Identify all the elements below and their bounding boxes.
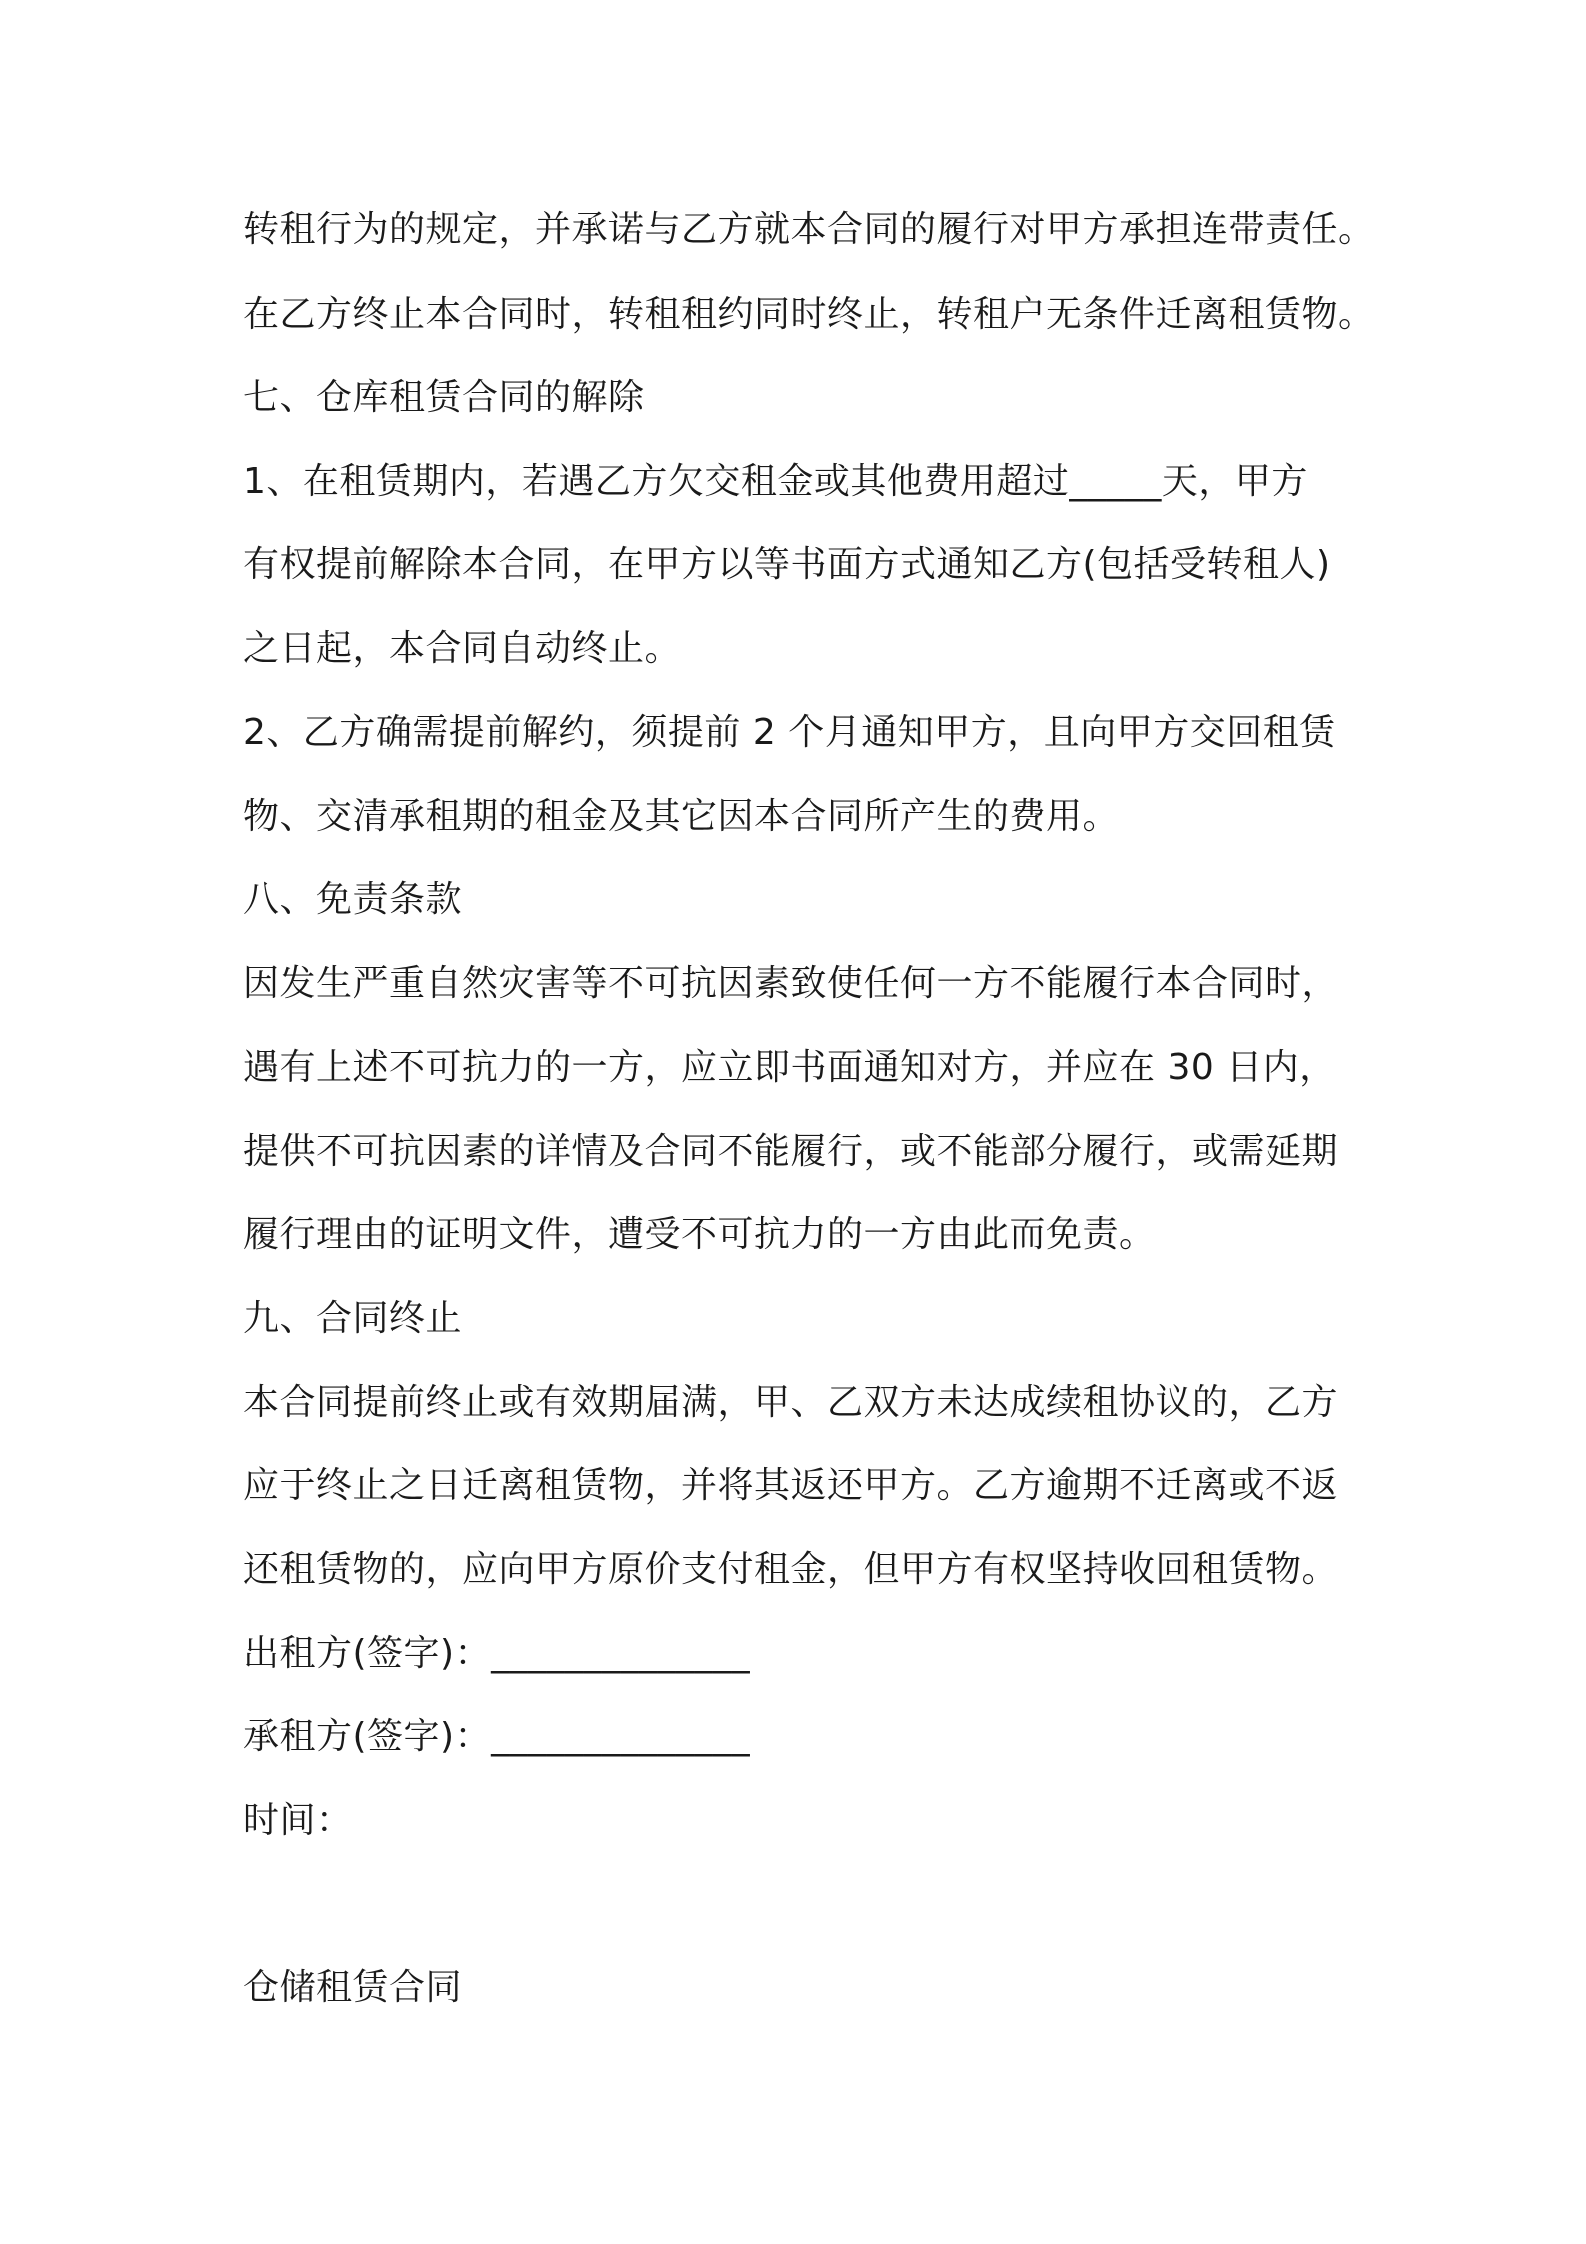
paragraph-line: 有权提前解除本合同，在甲方以等书面方式通知乙方(包括受转租人) [243,544,1331,585]
paragraph-line: 还租赁物的，应向甲方原价支付租金，但甲方有权坚持收回租赁物。 [243,1549,1339,1590]
lessor-signature-line: 出租方(签字)：______________ [243,1633,751,1674]
paragraph-line: 提供不可抗因素的详情及合同不能履行，或不能部分履行，或需延期 [243,1131,1339,1172]
section-heading: 八、免责条款 [243,879,463,920]
lessee-signature-line: 承租方(签字)：______________ [243,1716,751,1757]
paragraph-line: 应于终止之日迁离租赁物，并将其返还甲方。乙方逾期不迁离或不返 [243,1465,1339,1506]
document-title: 仓储租赁合同 [243,1967,463,2008]
paragraph-line: 转租行为的规定，并承诺与乙方就本合同的履行对甲方承担连带责任。 [243,209,1375,250]
section-heading: 九、合同终止 [243,1298,463,1339]
paragraph-line: 之日起，本合同自动终止。 [243,628,682,669]
paragraph-line: 2、乙方确需提前解约，须提前 2 个月通知甲方，且向甲方交回租赁 [243,712,1336,753]
paragraph-line: 物、交清承租期的租金及其它因本合同所产生的费用。 [243,796,1120,837]
paragraph-line: 履行理由的证明文件，遭受不可抗力的一方由此而免责。 [243,1214,1156,1255]
paragraph-line: 1、在租赁期内，若遇乙方欠交租金或其他费用超过_____天，甲方 [243,461,1308,502]
paragraph-line: 遇有上述不可抗力的一方，应立即书面通知对方，并应在 30 日内， [243,1047,1336,1088]
date-line: 时间： [243,1800,353,1841]
paragraph-line: 因发生严重自然灾害等不可抗因素致使任何一方不能履行本合同时， [243,963,1339,1004]
section-heading: 七、仓库租赁合同的解除 [243,377,645,418]
paragraph-line: 本合同提前终止或有效期届满，甲、乙双方未达成续租协议的，乙方 [243,1382,1339,1423]
paragraph-line: 在乙方终止本合同时，转租租约同时终止，转租户无条件迁离租赁物。 [243,294,1375,335]
